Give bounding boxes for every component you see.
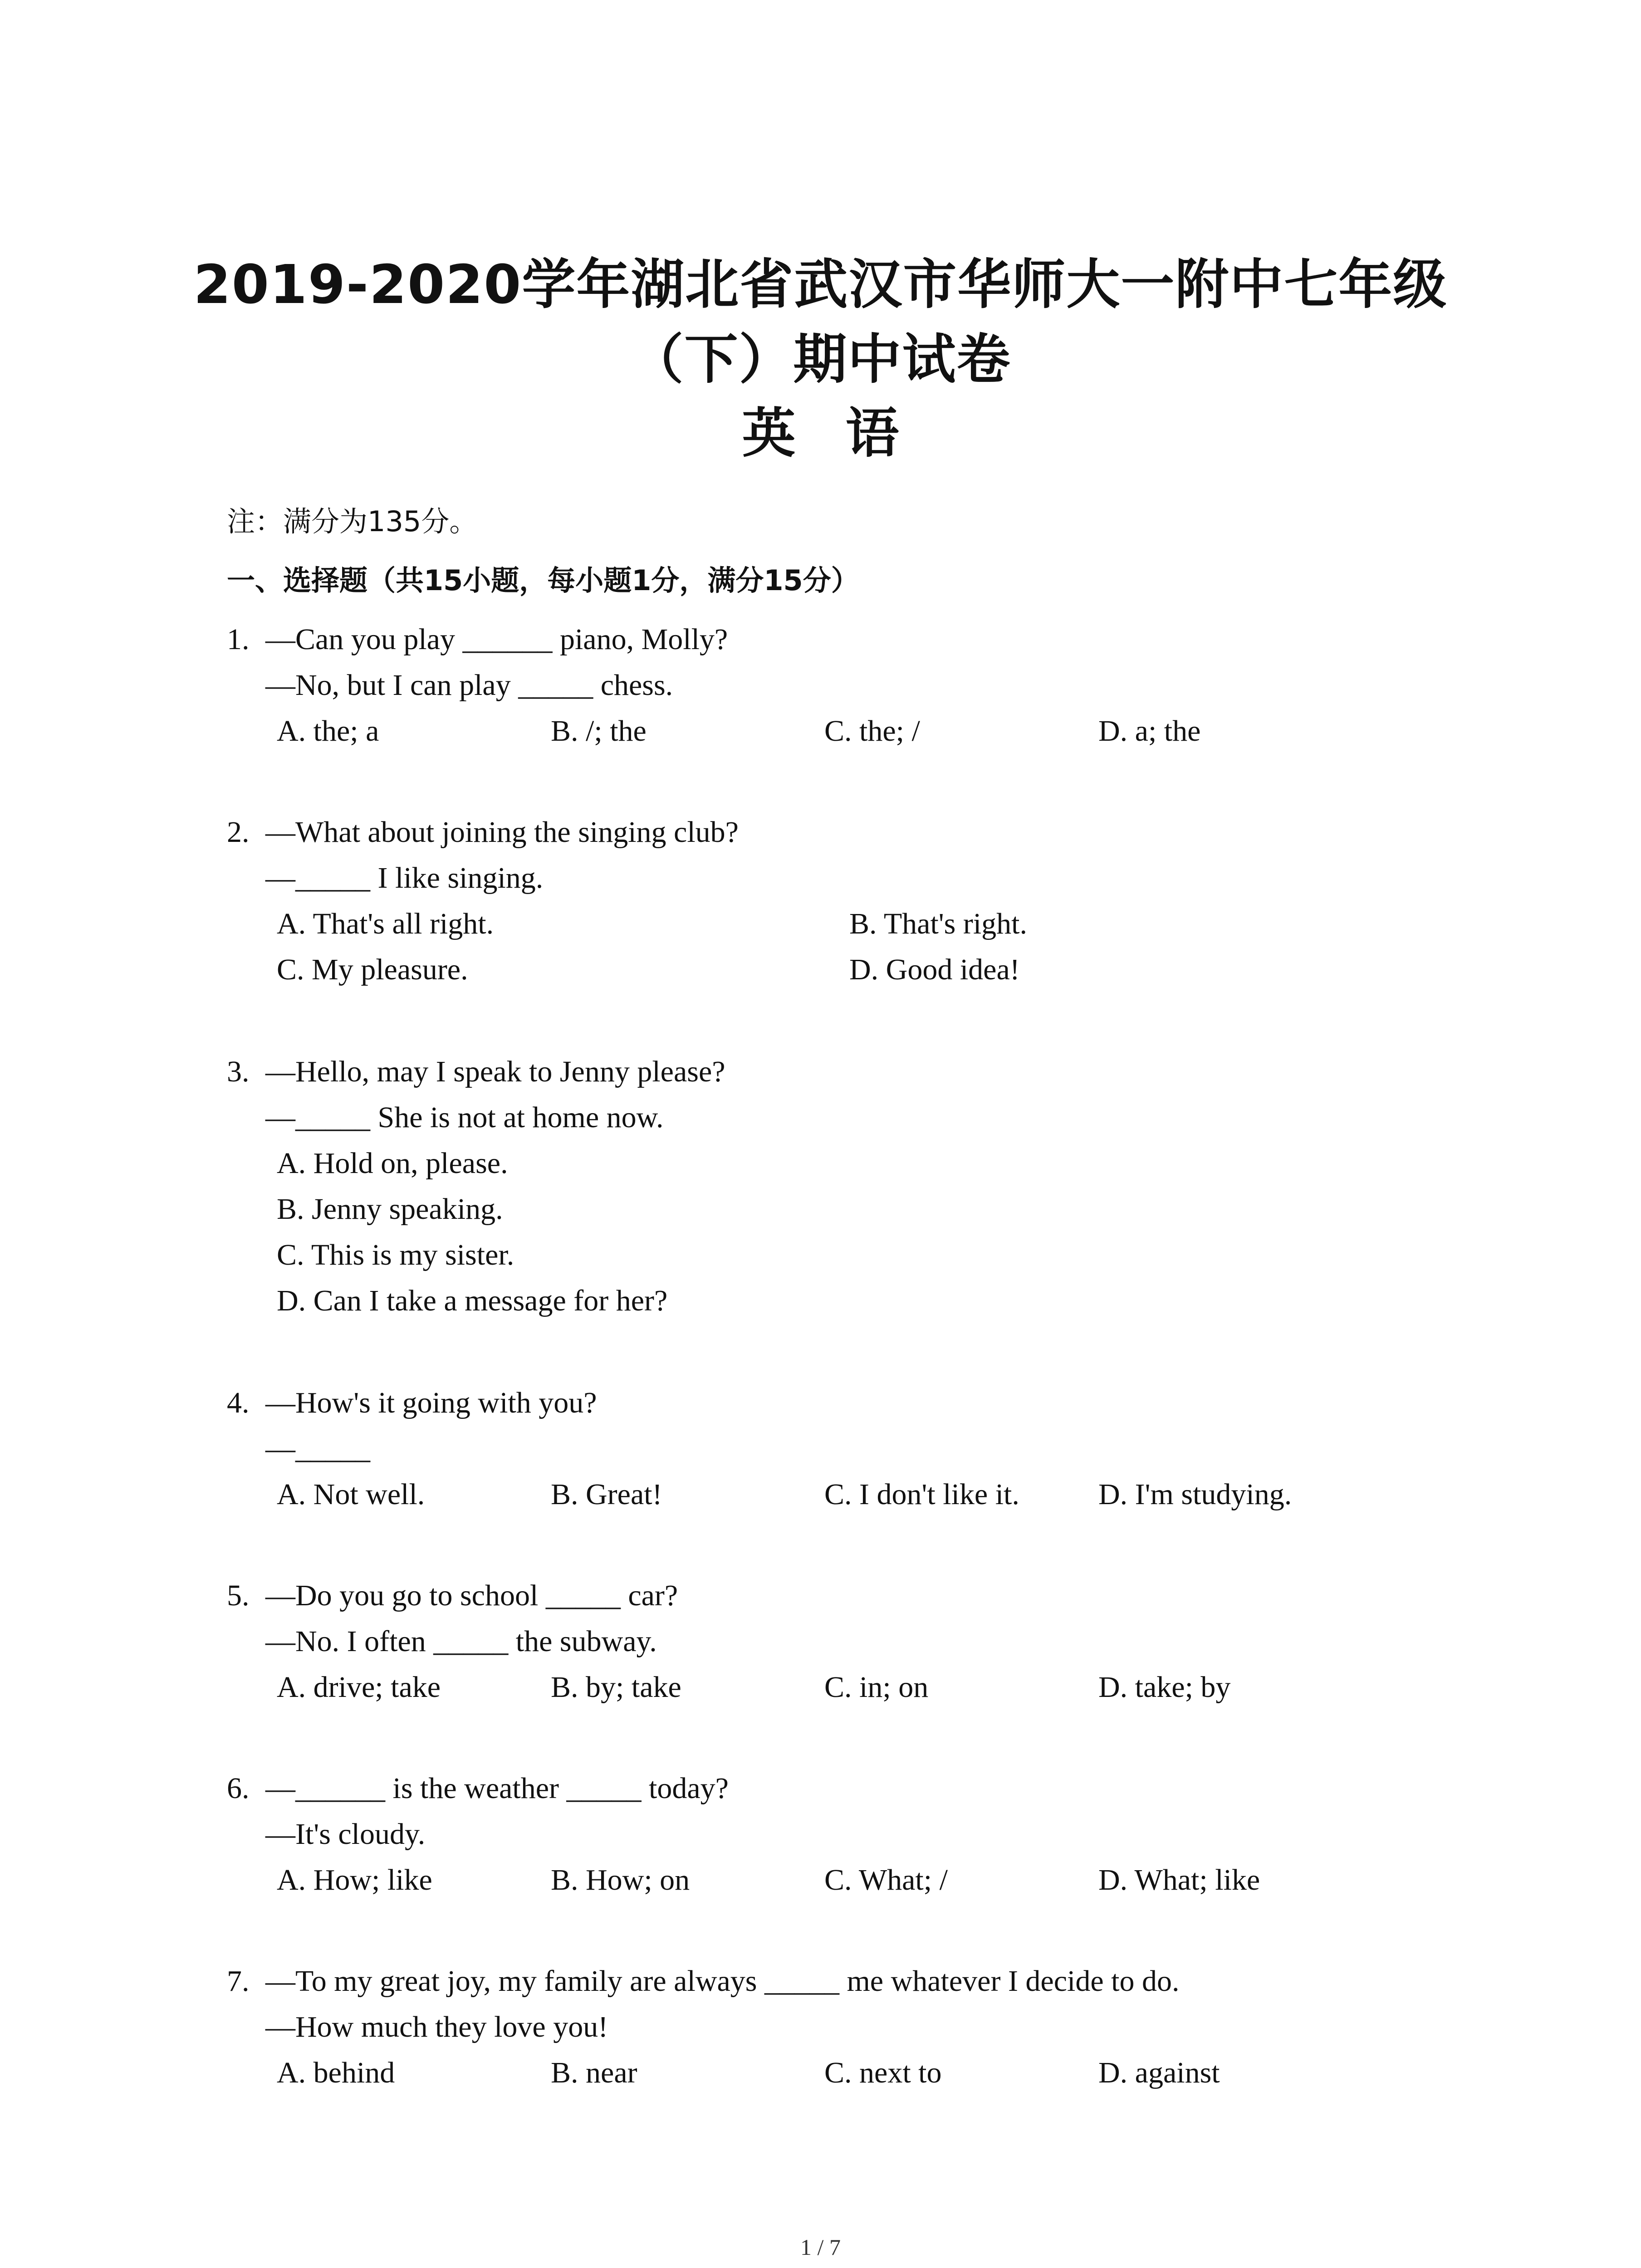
option-a[interactable]: A. Not well. <box>277 1478 425 1511</box>
option-b[interactable]: B. Jenny speaking. <box>277 1193 503 1226</box>
subject-char-2: 语 <box>845 401 899 464</box>
question-number: 6. <box>227 1772 250 1805</box>
option-d[interactable]: D. Can I take a message for her? <box>277 1284 668 1317</box>
option-c[interactable]: C. I don't like it. <box>824 1478 1019 1511</box>
option-a[interactable]: A. How; like <box>277 1863 432 1897</box>
question-line: —What about joining the singing club? <box>265 816 739 849</box>
question-number: 4. <box>227 1386 250 1419</box>
option-d[interactable]: D. against <box>1098 2056 1220 2089</box>
option-c[interactable]: C. This is my sister. <box>277 1238 514 1271</box>
section-heading: 一、选择题（共15小题，每小题1分，满分15分） <box>227 564 859 597</box>
option-b[interactable]: B. Great! <box>551 1478 662 1511</box>
question-line: —Can you play ______ piano, Molly? <box>265 623 728 656</box>
question-line: —To my great joy, my family are always _____ me whatever I decide to do. <box>265 1965 1180 1998</box>
option-b[interactable]: B. That's right. <box>849 907 1028 940</box>
question-line: —It's cloudy. <box>265 1818 426 1851</box>
question-number: 1. <box>227 623 250 656</box>
option-a[interactable]: A. behind <box>277 2056 395 2089</box>
option-d[interactable]: D. What; like <box>1098 1863 1260 1897</box>
option-a[interactable]: A. Hold on, please. <box>277 1147 508 1180</box>
option-a[interactable]: A. the; a <box>277 714 379 748</box>
option-d[interactable]: D. Good idea! <box>849 953 1020 986</box>
question-number: 7. <box>227 1965 250 1998</box>
question-line: —No, but I can play _____ chess. <box>265 669 673 702</box>
question-line: —How much they love you! <box>265 2010 608 2043</box>
option-b[interactable]: B. /; the <box>551 714 647 748</box>
question-line: —Do you go to school _____ car? <box>265 1579 678 1612</box>
question-line: —Hello, may I speak to Jenny please? <box>265 1055 725 1088</box>
question-number: 3. <box>227 1055 250 1088</box>
option-c[interactable]: C. What; / <box>824 1863 948 1897</box>
score-note: 注：满分为135分。 <box>227 505 478 538</box>
question-number: 5. <box>227 1579 250 1612</box>
option-b[interactable]: B. How; on <box>551 1863 690 1897</box>
subject-heading <box>0 399 1641 467</box>
option-d[interactable]: D. I'm studying. <box>1098 1478 1292 1511</box>
option-b[interactable]: B. by; take <box>551 1671 681 1704</box>
question-line: —______ is the weather _____ today? <box>265 1772 729 1805</box>
question-line: —_____ I like singing. <box>265 861 544 894</box>
page-title <box>0 247 1641 397</box>
option-c[interactable]: C. My pleasure. <box>277 953 468 986</box>
option-d[interactable]: D. a; the <box>1098 714 1201 748</box>
option-c[interactable]: C. the; / <box>824 714 920 748</box>
option-a[interactable]: A. That's all right. <box>277 907 494 940</box>
subject-char-1: 英 <box>742 401 796 464</box>
question-line: —_____ <box>265 1432 370 1465</box>
question-line: —No. I often _____ the subway. <box>265 1625 657 1658</box>
title-line-1: 2019-2020学年湖北省武汉市华师大一附中七年级 <box>193 253 1448 316</box>
option-c[interactable]: C. in; on <box>824 1671 929 1704</box>
question-number: 2. <box>227 816 250 849</box>
option-b[interactable]: B. near <box>551 2056 637 2089</box>
option-a[interactable]: A. drive; take <box>277 1671 441 1704</box>
page-number: 1 / 7 <box>800 2234 841 2260</box>
option-d[interactable]: D. take; by <box>1098 1671 1231 1704</box>
question-line: —_____ She is not at home now. <box>265 1101 664 1134</box>
option-c[interactable]: C. next to <box>824 2056 942 2089</box>
title-line-2: （下）期中试卷 <box>630 328 1011 391</box>
question-line: —How's it going with you? <box>265 1386 597 1419</box>
